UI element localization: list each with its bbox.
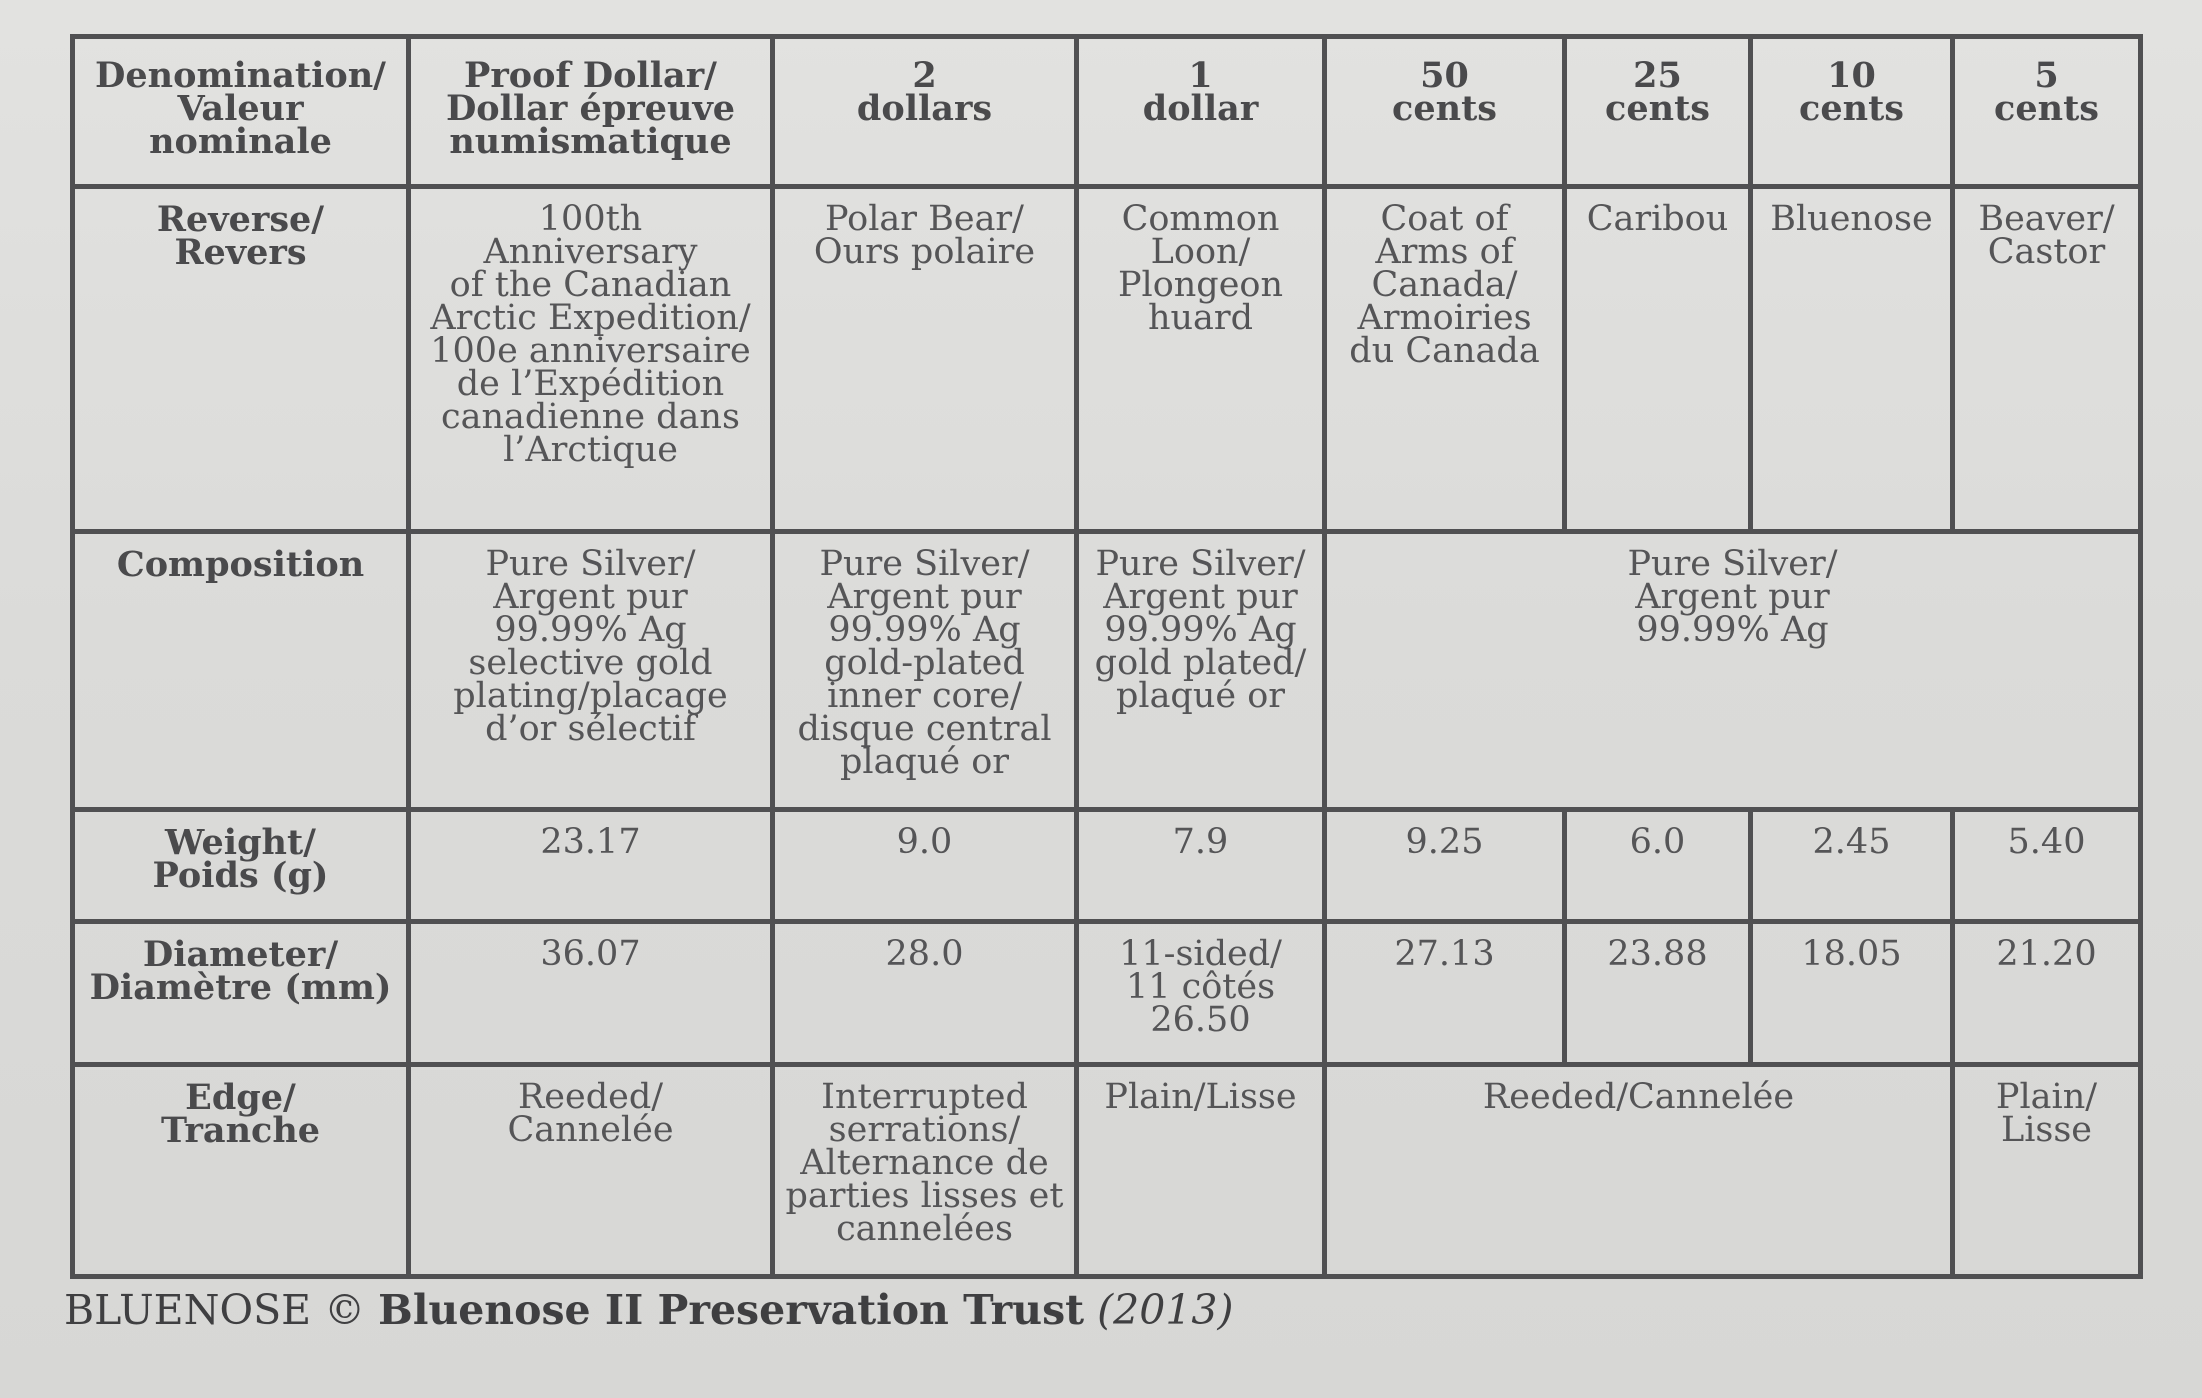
weight-25-cents: 6.0: [1565, 810, 1751, 922]
composition-1-dollar: Pure Silver/ Argent pur 99.99% Ag gold plated/ plaqué or: [1077, 532, 1325, 810]
edge-1-dollar: Plain/Lisse: [1077, 1065, 1325, 1277]
weight-50-cents: 9.25: [1325, 810, 1565, 922]
diameter-row: [73, 922, 2141, 1065]
composition-2-dollars: Pure Silver/ Argent pur 99.99% Ag gold-plated inner core/ disque central plaqué or: [773, 532, 1077, 810]
edge-row: [73, 1065, 2141, 1277]
edge-2-dollars: Interrupted serrations/ Alternance de parties lisses et cannelées: [773, 1065, 1077, 1277]
footer-owner: Bluenose II Preservation Trust: [378, 1286, 1085, 1334]
denomination-header: Denomination/ Valeur nominale: [73, 37, 409, 187]
weight-1-dollar: 7.9: [1077, 810, 1325, 922]
diameter-proof-dollar: 36.07: [409, 922, 773, 1065]
weight-header: Weight/ Poids (g): [73, 810, 409, 922]
diameter-header: Diameter/ Diamètre (mm): [73, 922, 409, 1065]
reverse-proof-dollar: 100th Anniversary of the Canadian Arctic Expedition/ 100e anniversaire de l’Expédition canadienne dans l’Arctique: [409, 187, 773, 532]
edge-header: Edge/ Tranche: [73, 1065, 409, 1277]
edge-proof-dollar: Reeded/ Cannelée: [409, 1065, 773, 1277]
reverse-row: [73, 187, 2141, 532]
denomination-row: [73, 37, 2141, 187]
weight-proof-dollar: 23.17: [409, 810, 773, 922]
reverse-10-cents: Bluenose: [1751, 187, 1953, 532]
denomination-50-cents: 50 cents: [1325, 37, 1565, 187]
denomination-10-cents: 10 cents: [1751, 37, 1953, 187]
diameter-25-cents: 23.88: [1565, 922, 1751, 1065]
diameter-5-cents: 21.20: [1953, 922, 2141, 1065]
footer-year: (2013): [1097, 1286, 1234, 1334]
diameter-1-dollar: 11-sided/ 11 côtés 26.50: [1077, 922, 1325, 1065]
weight-row: [73, 810, 2141, 922]
reverse-5-cents: Beaver/ Castor: [1953, 187, 2141, 532]
weight-5-cents: 5.40: [1953, 810, 2141, 922]
denomination-proof-dollar: Proof Dollar/ Dollar épreuve numismatique: [409, 37, 773, 187]
weight-2-dollars: 9.0: [773, 810, 1077, 922]
diameter-10-cents: 18.05: [1751, 922, 1953, 1065]
denomination-1-dollar: 1 dollar: [1077, 37, 1325, 187]
footer-brand: BLUENOSE ©: [64, 1286, 379, 1334]
edge-50-25-10-cents: Reeded/Cannelée: [1325, 1065, 1953, 1277]
reverse-header: Reverse/ Revers: [73, 187, 409, 532]
denomination-25-cents: 25 cents: [1565, 37, 1751, 187]
denomination-5-cents: 5 cents: [1953, 37, 2141, 187]
reverse-50-cents: Coat of Arms of Canada/ Armoiries du Canada: [1325, 187, 1565, 532]
reverse-1-dollar: Common Loon/ Plongeon huard: [1077, 187, 1325, 532]
composition-proof-dollar: Pure Silver/ Argent pur 99.99% Ag selective gold plating/placage d’or sélectif: [409, 532, 773, 810]
reverse-2-dollars: Polar Bear/ Ours polaire: [773, 187, 1077, 532]
edge-5-cents: Plain/ Lisse: [1953, 1065, 2141, 1277]
reverse-25-cents: Caribou: [1565, 187, 1751, 532]
composition-header: Composition: [73, 532, 409, 810]
weight-10-cents: 2.45: [1751, 810, 1953, 922]
diameter-50-cents: 27.13: [1325, 922, 1565, 1065]
denomination-2-dollars: 2 dollars: [773, 37, 1077, 187]
composition-cents-coins: Pure Silver/ Argent pur 99.99% Ag: [1325, 532, 2141, 810]
coin-specifications-table: [70, 34, 2143, 1279]
composition-row: [73, 532, 2141, 810]
diameter-2-dollars: 28.0: [773, 922, 1077, 1065]
copyright-footer: [64, 1286, 1234, 1334]
